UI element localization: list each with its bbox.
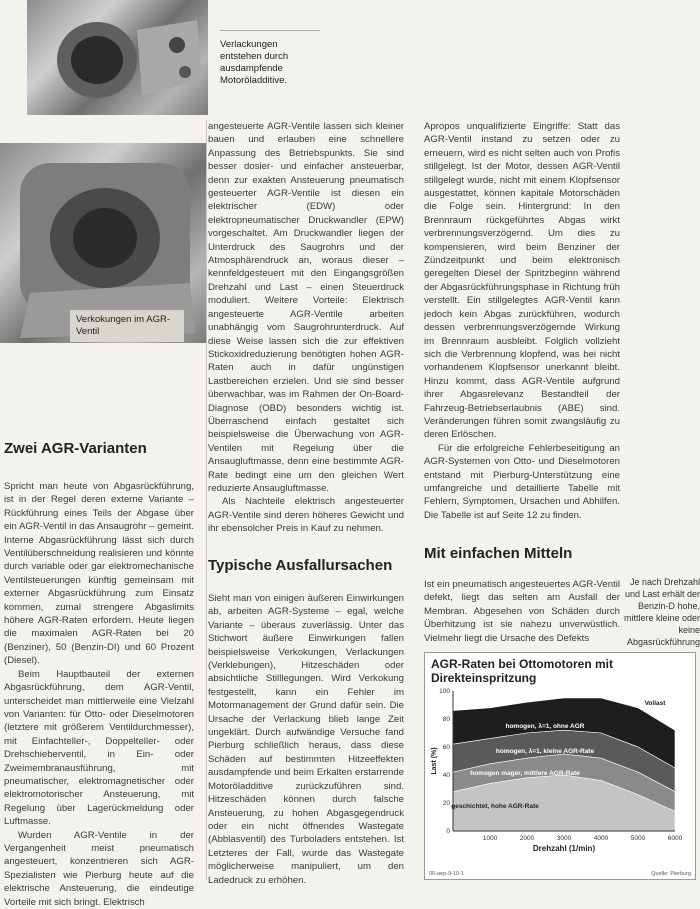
paragraph: Als Nachteile elektrisch angesteuerter AGR-Ventile sind deren höheres Gewicht und ihr ebensolcher Preis in Kauf zu nehmen.	[208, 496, 404, 535]
y-tick-label: 100	[439, 688, 450, 695]
band-label: geschichtet, hohe AGR-Rate	[451, 803, 539, 810]
y-tick-label: 80	[442, 716, 450, 723]
x-tick-label: 3000	[556, 835, 572, 842]
paragraph: Wurden AGR-Ventile in der Vergangenheit meist pneumatisch angesteuert, konzentrieren sich AGR-Spezialisten wie Pierburg heute auf die elektrische Ansteuerung, die eindeutige Vorteile mit sich bringt. Elektrisch	[4, 829, 194, 908]
band-label: homogen mager, mittlere AGR-Rate	[470, 770, 580, 777]
band-label: homogen, λ=1, kleine AGR-Rate	[495, 748, 595, 755]
egr-rate-chart	[424, 652, 696, 880]
figure-code: 00-aep-9-10-1	[429, 871, 464, 877]
heading-variants: Zwei AGR-Varianten	[4, 440, 147, 457]
column-right	[424, 120, 620, 522]
x-axis-label: Drehzahl (1/min)	[532, 844, 596, 853]
band-label: homogen, λ=1, ohne AGR	[505, 723, 585, 730]
chart-title: AGR-Raten bei Ottomotoren mit Direkteinspritzung	[431, 657, 613, 685]
y-axis-label: Last (%)	[431, 747, 438, 775]
paragraph: Für die erfolgreiche Fehlerbeseitigung an AGR-Systemen von Otto- und Dieselmotoren entstand mit Pierburg-Unterstützung eine umfangreiche und detaillierte Tabelle mit Fehlern, Symptomen, Ursachen und Abhilfen. Die Tabelle ist auf Seite 12 zu finden.	[424, 442, 620, 521]
y-tick-label: 0	[446, 828, 450, 835]
x-tick-label: 1000	[482, 835, 498, 842]
egr-valve-photo	[27, 0, 208, 115]
chart-canvas	[425, 653, 695, 879]
figure-source: Quelle: Pierburg	[651, 871, 691, 877]
y-tick-label: 20	[442, 800, 450, 807]
x-tick-label: 6000	[667, 835, 683, 842]
column-middle-lower	[208, 592, 404, 887]
sidebar-note: Je nach Drehzahl und Last erhält der Benzin-D hohe, mittlere kleine oder keine Abgasrückführung	[623, 577, 700, 647]
heading-failures: Typische Ausfallursachen	[208, 557, 393, 574]
paragraph: Sieht man von einigen äußeren Einwirkungen ab, arbeiten AGR-Systeme – egal, welche Variante – überaus zuverlässig. Unter das Stichwort äußere Einwirkungen fallen beispielsweise Verkokungen, Verlackungen (Verklebungen), Hitzeschäden oder absichtliche Stilllegungen. Wird Verkokung festgestellt, kann ein Fehler im Motormanagement der Grund dafür sein. Die Ursache der Verlackung blieb lange Zeit ungeklärt. Durch aufwändige Versuche fand Pierburg schließlich heraus, dass diese Schäden auf bestimmten Hitzeeffekten ausdampfende und beim Erkalten erstarrende Motoröladditive zurückzuführen sind. Hitzeschäden können durch falsche Ansteuerung, zu hohen Abgasgegendruck oder ein nicht öffnendes Wastegate (Abblasventil) des Turboladers entstehen. Ist Letzteres der Fall, wurde das Wastegate möglicherweise manipuliert, um den Ladedruck zu erhöhen.	[208, 593, 404, 886]
x-tick-label: 5000	[630, 835, 646, 842]
column-middle	[208, 120, 404, 536]
photo-caption-coking: Verkokungen im AGR-Ventil	[70, 310, 184, 342]
paragraph: Ist ein pneumatisch angesteuertes AGR-Ventil defekt, liegt das selten am Ausfall der Membran. Abgesehen von Schäden durch Überhitzung ist sie nahezu unverwüstlich. Vielmehr liegt die Ursache des Defekts	[424, 579, 620, 644]
y-tick-label: 60	[442, 744, 450, 751]
column-divider	[206, 120, 207, 880]
paragraph: Spricht man heute von Abgasrückführung, ist in der Regel deren externe Variante – Rückführung eines Teils der Abgase über ein AGR-Ventil in das Ansaugrohr – gemeint. Interne Abgasrückführung lässt sich durch Ventilüberschneidung realisieren und könnte durch variable oder gar elektromechanische Ventilsteuerungen künftig gemeinsam mit externer Abgasrückführung zum Einsatz kommen, zumal strengere Abgaslimits höhere AGR-Raten erfordern. Heute liegen die maximalen AGR-Raten bei 20 (Benziner), 50 (Benzin-DI) und 60 Prozent (Diesel).	[4, 481, 194, 667]
heading-simple: Mit einfachen Mitteln	[424, 545, 573, 562]
paragraph: angesteuerte AGR-Ventile lassen sich kleiner bauen und erlauben eine schnellere Anpassung des Betriebspunkts. Sie sind besser dosier- und einfacher ansteuerbar, denn zur exakten Ansteuerung pneumatisch gesteuerter AGR-Ventile ist diesen ein elektrischer (EDW) oder elektropneumatischer Druckwandler (EPW) vorgeschaltet. Am Druckwandler liegen der Unterdruck des Saugrohrs und der Atmosphärendruck an, woraus dieser – kennfeldgesteuert mit den Eingangsgrößen Drehzahl und Last – einen Steuerdruck moduliert. Weitere Vorteile: Elektrisch angesteuerte AGR-Ventile arbeiten unabhängig vom Saugrohrunterdruck. Auf diese Weise lassen sich die zur effektiven Stickoxidreduzierung benötigten hohen AGR-Raten auch in dafür ungünstigen Lastbereichen erzielen. Und sie sind besser überwachbar, was im Rahmen der On-Board-Diagnose (OBD) besonders wichtig ist. Überraschend einfach gestaltet sich beispielsweise die Überwachung von AGR-Ventilen mit Regelung über die Ansaugluftmasse, denn eine bestimmte AGR-Rate bedingt eine um den gleichen Wert reduzierte Ansaugluftmasse.	[208, 121, 404, 494]
x-tick-label: 2000	[519, 835, 535, 842]
photo-caption-leak: Verlackungen entstehen durch ausdampfende Motoröladditive.	[220, 30, 320, 87]
paragraph: Beim Hauptbauteil der externen Abgasrückführung, dem AGR-Ventil, unterscheidet man mittlerweile eine Vielzahl von Varianten: für Otto- oder Dieselmotoren (letztere mit größerem Ventildurchmesser), mit Einfachteller-, Doppelteller- oder Drehschieberventil, in Ein- oder Zweimembranausführung, mit pneumatischer, elektromagnetischer oder elektromotorischer Ansteuerung, mit Regelung über Lagerückmeldung oder Luftmasse.	[4, 668, 194, 828]
x-tick-label: 4000	[593, 835, 609, 842]
band-label: Vollast	[644, 700, 666, 707]
column-left	[4, 480, 194, 909]
y-tick-label: 40	[442, 772, 450, 779]
column-right-lower	[424, 578, 620, 645]
paragraph: Apropos unqualifizierte Eingriffe: Statt das AGR-Ventil instand zu setzen oder zu erneuern, wird es nicht selten auch von Profis stillgelegt. Ist der Motor, dessen AGR-Ventil stillgelegt wurde, nicht mit einem Klopfsensor ausgestattet, können kapitale Motorschäden die Folge sein. Hintergrund: In den Brennraum rückgeführtes Abgas wirkt verbrennungsverzögernd. Um dies zu kompensieren, wird beim Benziner der Zündzeitpunkt und beim elektronisch geregelten Diesel der Spritzbeginn während der Abgasrückführungsphase in Richtung früh verstellt. Ein stillgelegtes AGR-Ventil kann jedoch kein Abgas zurückführen, wodurch dessen verbrennungsverzögernde Wirkung im Brennraum ausbleibt. Folglich vollzieht sich die Verbrennung klopfend, was bei nicht vorhandenem Klopfsensor unerkannt bleibt. Hinzu kommt, dass AGR-Ventile aufgrund ihrer Abgasrelevanz Bestandteil der Fahrzeug-Betriebserlaubnis (ABE) sind. Veränderungen führen somit zwangsläufig zu deren Erlöschen.	[424, 121, 620, 441]
